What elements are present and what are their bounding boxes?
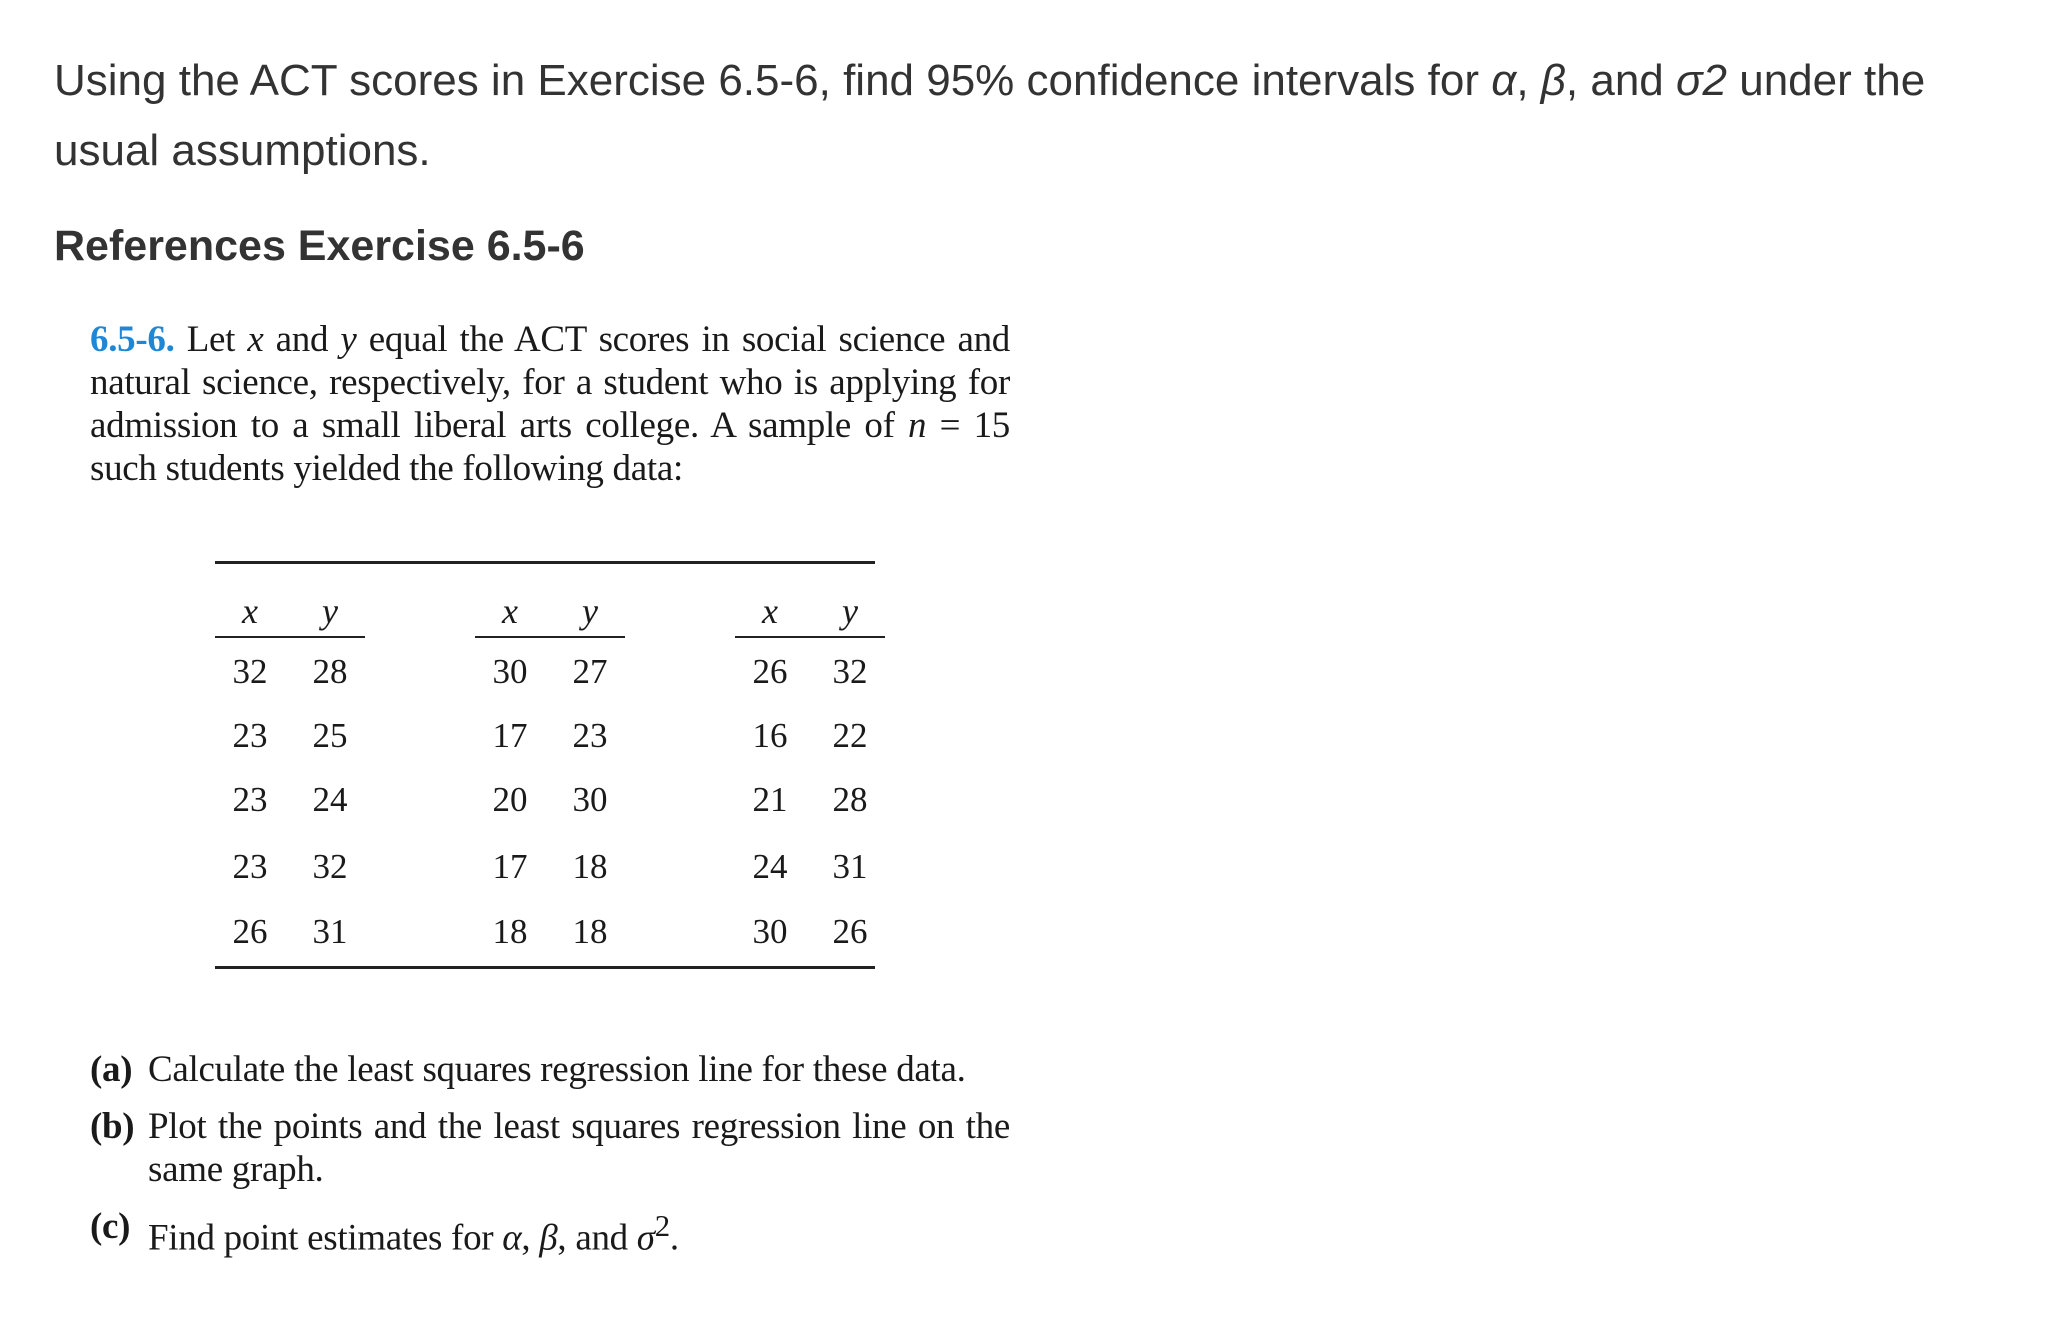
- table-cell-y: 32: [832, 652, 868, 691]
- part-c-superscript: 2: [654, 1209, 670, 1243]
- question-separator-2: , and: [1565, 56, 1676, 105]
- part-c-sep-1: ,: [521, 1217, 540, 1259]
- var-y: y: [340, 319, 357, 360]
- table-header-y: y: [842, 591, 858, 631]
- table-cell-x: 30: [492, 652, 528, 691]
- alpha-symbol: α: [1491, 56, 1517, 105]
- table-cell-y: 32: [312, 847, 348, 886]
- question-text: [54, 46, 2014, 186]
- references-heading: References Exercise 6.5-6: [54, 222, 585, 270]
- sigma-squared-symbol: σ2: [1676, 56, 1728, 105]
- table-cell-y: 31: [832, 847, 868, 886]
- part-b: [90, 1105, 1010, 1191]
- exercise-intro: [90, 318, 1010, 490]
- part-a-label: (a): [90, 1049, 133, 1090]
- part-c-beta: β: [539, 1217, 558, 1259]
- table-cell-x: 30: [752, 912, 788, 951]
- table-cell-x: 23: [232, 716, 268, 755]
- table-cell-y: 24: [312, 780, 348, 819]
- exercise-number: 6.5-6.: [90, 319, 175, 360]
- part-c: [90, 1205, 1010, 1259]
- table-header-x: x: [242, 591, 258, 631]
- table-cell-y: 18: [572, 847, 608, 886]
- intro-segment-1: Let: [174, 319, 248, 360]
- table-cell-x: 17: [492, 847, 528, 886]
- table-cell-y: 22: [832, 716, 868, 755]
- table-cell-y: 26: [832, 912, 868, 951]
- table-cell-x: 21: [752, 780, 788, 819]
- table-header-y: y: [322, 591, 338, 631]
- table-cell-x: 17: [492, 716, 528, 755]
- table-cell-x: 18: [492, 912, 528, 951]
- table-cell-x: 26: [752, 652, 788, 691]
- table-cell-y: 28: [832, 780, 868, 819]
- part-a-text: Calculate the least squares regression line for these data.: [148, 1049, 966, 1090]
- part-c-label: (c): [90, 1206, 131, 1247]
- table-header-row: [735, 586, 885, 638]
- table-header-x: x: [502, 591, 518, 631]
- beta-symbol: β: [1540, 56, 1566, 105]
- table-cell-x: 32: [232, 652, 268, 691]
- table-cell-y: 28: [312, 652, 348, 691]
- question-text-start: Using the ACT scores in Exercise 6.5-6, find 95% confidence intervals for: [54, 56, 1492, 105]
- var-x: x: [247, 319, 264, 360]
- table-cell-x: 24: [752, 847, 788, 886]
- part-b-text: Plot the points and the least squares regression line on the same graph.: [148, 1106, 1010, 1190]
- question-separator-1: ,: [1516, 56, 1541, 105]
- table-cell-x: 23: [232, 780, 268, 819]
- part-a: [90, 1048, 1010, 1091]
- exercise-parts: [90, 1048, 1010, 1273]
- table-header-x: x: [762, 591, 778, 631]
- part-b-label: (b): [90, 1106, 135, 1147]
- part-c-sigma: σ: [636, 1217, 655, 1259]
- table-cell-y: 27: [572, 652, 608, 691]
- part-c-sep-2: , and: [557, 1217, 637, 1259]
- var-n: n: [908, 405, 927, 446]
- part-c-text: Find point estimates for: [148, 1217, 503, 1259]
- table-cell-x: 26: [232, 912, 268, 951]
- exercise-excerpt: [90, 318, 1010, 1259]
- part-c-end: .: [669, 1217, 679, 1259]
- part-c-alpha: α: [502, 1217, 522, 1259]
- data-table: [215, 561, 875, 969]
- table-cell-y: 18: [572, 912, 608, 951]
- intro-segment-3: equal the ACT scores in social science and natural science, respectively, for a student who is applying for admission to a small liberal arts college. A sample of: [90, 319, 1010, 446]
- table-cell-y: 31: [312, 912, 348, 951]
- intro-segment-2: and: [263, 319, 341, 360]
- table-cell-x: 23: [232, 847, 268, 886]
- table-header-row: [475, 586, 625, 638]
- table-header-row: [215, 586, 365, 638]
- table-cell-y: 23: [572, 716, 608, 755]
- table-cell-y: 30: [572, 780, 608, 819]
- table-header-y: y: [582, 591, 598, 631]
- table-cell-x: 20: [492, 780, 528, 819]
- table-cell-x: 16: [752, 716, 788, 755]
- question-text-end: under the usual assumptions.: [54, 56, 1926, 175]
- intro-segment-4: = 15 such students yielded the following data:: [90, 405, 1010, 489]
- table-cell-y: 25: [312, 716, 348, 755]
